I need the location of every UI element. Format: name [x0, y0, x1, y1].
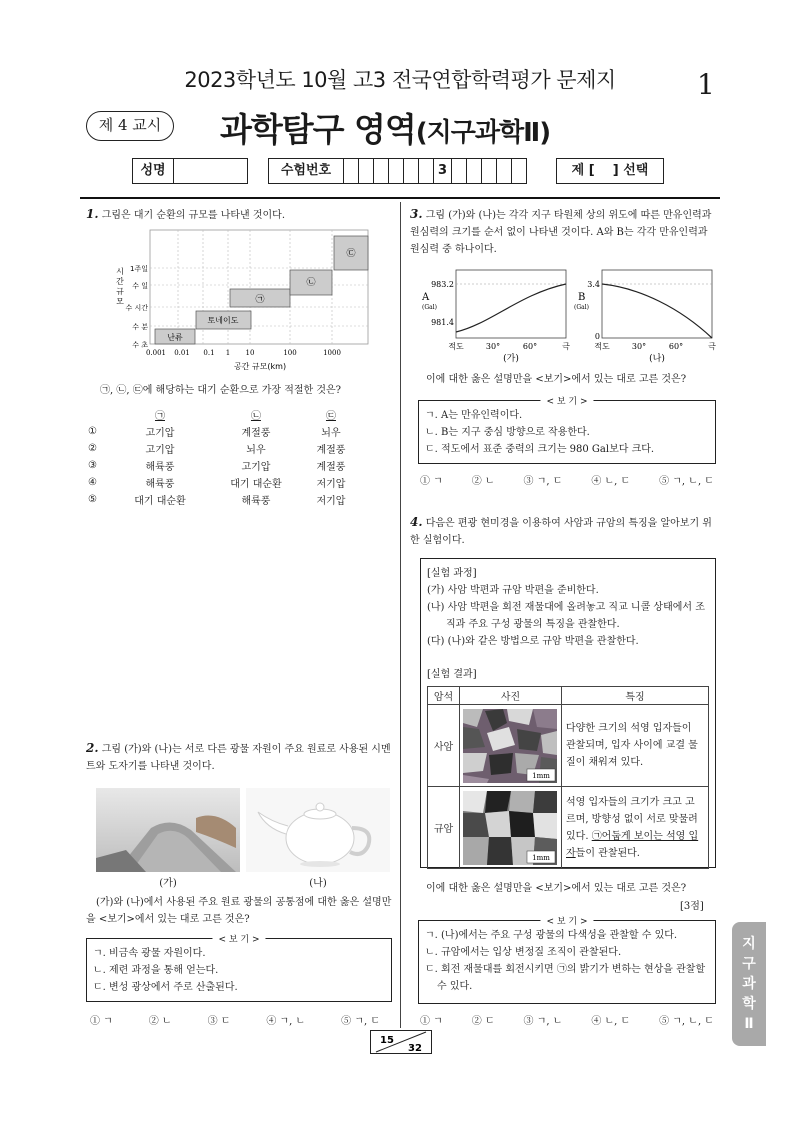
bogi-item: ㄱ. 비금속 광물 자원이다.	[93, 948, 206, 959]
points-label: [3점]	[680, 901, 704, 912]
digit-box[interactable]	[389, 158, 404, 184]
x-tick: 10	[245, 349, 255, 357]
q1-choice-table	[88, 406, 358, 508]
cell: 해륙풍	[145, 462, 175, 473]
name-label: 성명	[132, 158, 174, 184]
box-label: ㉠	[255, 295, 265, 305]
image-caption-a: (가)	[159, 878, 177, 889]
col-header: 사진	[460, 687, 562, 705]
graph-caption: (가)	[503, 354, 519, 364]
col-header: ㉠	[154, 411, 165, 422]
y-tick: 수 시간	[125, 304, 148, 312]
choice-num[interactable]: ①	[88, 426, 97, 437]
y-axis-title: 시	[116, 267, 124, 276]
process-title: [실험 과정]	[427, 568, 477, 579]
cell: 대기 대순환	[230, 479, 282, 490]
description-text: 석영 입자들의 크기가 크고 고르며, 방향성 없이 서로 맞물려 있다.	[566, 796, 698, 842]
exam-title: 2023학년도 10월 고3 전국연합학력평가 문제지	[184, 68, 616, 92]
bogi-item: ㄴ. B는 지구 중심 방향으로 작용한다.	[425, 427, 590, 438]
cell: 저기압	[316, 479, 346, 490]
question-3	[410, 206, 716, 258]
question-prompt: 이에 대한 옳은 설명만을 <보기>에서 있는 대로 고른 것은?	[426, 883, 687, 894]
bogi-item: ㄴ. 규암에서는 입상 변정질 조직이 관찰된다.	[425, 947, 622, 958]
x-tick: 1	[225, 349, 231, 357]
x-tick: 60°	[522, 342, 538, 351]
cell: 해륙풍	[145, 479, 175, 490]
x-tick: 100	[283, 349, 297, 357]
result-title: [실험 결과]	[427, 669, 477, 680]
exam-number-field[interactable]	[268, 158, 532, 184]
cell: 고기압	[145, 445, 175, 456]
cement-image	[96, 788, 240, 872]
question-3-prompt	[426, 371, 716, 388]
option[interactable]: ① ㄱ	[90, 1016, 113, 1027]
q4-options	[420, 1012, 714, 1027]
digit-box[interactable]	[374, 158, 389, 184]
quartzite-thin-section	[463, 791, 557, 865]
side-tab-label: 지구과학Ⅱ	[742, 936, 756, 1032]
unit-label: (Gal)	[422, 304, 437, 311]
x-tick: 30°	[631, 342, 647, 351]
rock-description	[562, 787, 709, 869]
question-1	[86, 206, 392, 224]
series-a-curve	[456, 284, 566, 332]
question-stem: 그림 (가)와 (나)는 각각 지구 타원체 상의 위도에 따른 만유인력과 원심력의 크기를 순서 없이 나타낸 것이다. A와 B는 각각 만유인력과 원심력 중 하나이다.	[410, 210, 712, 255]
digit-box[interactable]	[419, 158, 434, 184]
cell: 저기압	[316, 496, 346, 507]
choice-num[interactable]: ③	[88, 460, 97, 471]
cell: 해륙풍	[241, 496, 271, 507]
question-stem: 그림 (가)와 (나)는 서로 다른 광물 자원이 주요 원료로 사용된 시멘트와 도자기를 나타낸 것이다.	[86, 744, 391, 772]
page-total: 32	[408, 1043, 422, 1054]
series-label: A	[422, 292, 430, 303]
box-label: ㉢	[346, 249, 356, 259]
scale-label: 1mm	[532, 853, 550, 862]
teapot-image	[246, 788, 390, 872]
x-tick: 60°	[668, 342, 684, 351]
digit-box[interactable]	[467, 158, 482, 184]
question-1-prompt	[100, 382, 392, 399]
y-top: 983.2	[431, 280, 454, 289]
unit-label: (Gal)	[574, 304, 589, 311]
period-badge	[86, 111, 174, 141]
cell: 고기압	[241, 462, 271, 473]
col-header: 특징	[562, 687, 709, 705]
subject-side-tab	[732, 922, 766, 1046]
question-4	[410, 514, 716, 549]
sandstone-thin-section	[463, 709, 557, 783]
option[interactable]: ⑤ ㄱ, ㄴ, ㄷ	[659, 1016, 714, 1027]
q3-options	[420, 472, 714, 487]
name-blank[interactable]	[174, 158, 248, 184]
rock-description: 다양한 크기의 석영 입자들이 관찰되며, 입자 사이에 교결 물질이 채워져 있다.	[562, 705, 709, 787]
option[interactable]: ④ ㄱ, ㄴ	[266, 1016, 306, 1027]
x-tick: 극	[562, 342, 570, 351]
question-stem: 다음은 편광 현미경을 이용하여 사암과 규암의 특징을 알아보기 위한 실험이다.	[410, 518, 712, 546]
rock-photo	[460, 705, 562, 787]
graph-caption: (나)	[649, 354, 665, 364]
option[interactable]: ② ㄴ	[471, 476, 495, 487]
scale-label: 1mm	[532, 771, 550, 780]
y-bottom: 0	[594, 332, 600, 341]
question-number: 3.	[410, 207, 423, 221]
y-axis-title: 모	[116, 297, 124, 306]
x-tick: 0.1	[203, 349, 215, 357]
page-current: 15	[380, 1035, 394, 1046]
result-table	[427, 686, 709, 869]
option[interactable]: ④ ㄴ, ㄷ	[591, 476, 631, 487]
choice-row[interactable]	[88, 440, 358, 457]
page-number: 1	[697, 68, 715, 101]
digit-box[interactable]	[512, 158, 527, 184]
choice-num[interactable]: ⑤	[88, 494, 97, 505]
option[interactable]: ① ㄱ	[420, 476, 443, 487]
subject-sub: (지구과학Ⅱ)	[415, 118, 551, 148]
x-tick: 0.001	[145, 349, 167, 357]
page-indicator	[370, 1030, 432, 1054]
cell: 계절풍	[316, 462, 346, 473]
cell: 뇌우	[246, 445, 266, 456]
x-tick: 30°	[485, 342, 501, 351]
question-number: 1.	[86, 207, 99, 221]
cell: 고기압	[145, 428, 175, 439]
cell: 대기 대순환	[134, 496, 186, 507]
question-4-prompt	[426, 880, 716, 897]
y-bottom: 981.4	[431, 318, 454, 327]
x-tick: 0.01	[174, 349, 190, 357]
q2-bogi-box	[86, 935, 392, 1002]
option[interactable]: ② ㄴ	[148, 1016, 172, 1027]
choice-row[interactable]	[88, 457, 358, 474]
bogi-title: < 보 기 >	[540, 394, 593, 407]
marked-phrase: ㉠어둡게 보이는 석영 입자	[566, 830, 699, 859]
process-step: (다) (나)와 같은 방법으로 규암 박편을 관찰한다.	[427, 636, 639, 647]
column-divider	[400, 202, 401, 1028]
col-header: ㉡	[250, 411, 261, 422]
digit-box[interactable]	[344, 158, 359, 184]
y-top: 3.4	[587, 280, 600, 289]
digit-box[interactable]	[452, 158, 467, 184]
y-axis-title: 규	[116, 287, 124, 296]
cell: 뇌우	[321, 428, 341, 439]
choice-num[interactable]: ②	[88, 443, 97, 454]
rock-name: 사암	[428, 705, 460, 787]
process-step: (나) 사암 박편을 회전 재물대에 올려놓고 직교 니콜 상태에서 조직과 주요 구성 광물의 특징을 관찰한다.	[427, 602, 705, 630]
description-text: 들이 관찰된다.	[575, 847, 640, 859]
box-label: 토네이도	[207, 316, 239, 325]
question-prompt: ㉠, ㉡, ㉢에 해당하는 대기 순환으로 가장 적절한 것은?	[100, 385, 342, 396]
q2-options	[90, 1012, 380, 1027]
y-tick: 수 분	[132, 323, 148, 331]
rock-name: 규암	[428, 787, 460, 869]
scale-chart	[110, 226, 380, 378]
name-field[interactable]	[132, 158, 248, 184]
option[interactable]: ⑤ ㄱ, ㄴ, ㄷ	[659, 476, 714, 487]
choice-row[interactable]	[88, 491, 358, 508]
choice-field[interactable]: 제 [ ] 선택	[556, 158, 664, 184]
graph-a	[420, 264, 570, 364]
graph-b	[570, 264, 720, 364]
question-number: 4.	[410, 515, 423, 529]
subject-title	[220, 104, 550, 151]
option[interactable]: ③ ㄱ, ㄴ	[523, 1016, 563, 1027]
q4-bogi-box	[418, 917, 716, 1004]
process-step: (가) 사암 박편과 규암 박편을 준비한다.	[427, 585, 599, 596]
bogi-item: ㄷ. 적도에서 표준 중력의 크기는 980 Gal보다 크다.	[425, 444, 655, 455]
option[interactable]: ③ ㄱ, ㄷ	[523, 476, 563, 487]
bogi-item: ㄴ. 제련 과정을 통해 얻는다.	[93, 965, 219, 976]
option[interactable]: ② ㄷ	[471, 1016, 495, 1027]
box-label: 난류	[167, 333, 183, 342]
choice-row[interactable]	[88, 474, 358, 491]
x-tick: 적도	[594, 342, 610, 351]
x-tick: 극	[708, 342, 716, 351]
digit-box[interactable]	[482, 158, 497, 184]
option[interactable]: ① ㄱ	[420, 1016, 443, 1027]
digit-box[interactable]	[497, 158, 512, 184]
option[interactable]: ⑤ ㄱ, ㄷ	[341, 1016, 380, 1027]
digit-box[interactable]	[359, 158, 374, 184]
bogi-item: ㄱ. A는 만유인력이다.	[425, 410, 523, 421]
question-stem: 그림은 대기 순환의 규모를 나타낸 것이다.	[101, 210, 286, 221]
x-axis-title: 공간 규모(km)	[233, 362, 287, 371]
x-tick: 적도	[448, 342, 464, 351]
bogi-title: < 보 기 >	[540, 914, 593, 927]
y-axis-title: 간	[116, 277, 124, 286]
exam-number-label: 수험번호	[268, 158, 344, 184]
rock-photo	[460, 787, 562, 869]
question-number: 2.	[86, 741, 99, 755]
y-tick: 1주일	[130, 265, 148, 273]
x-tick: 1000	[323, 349, 341, 357]
box-label: ㉡	[306, 278, 316, 288]
bogi-title: < 보 기 >	[212, 932, 265, 945]
series-label: B	[578, 292, 586, 303]
period-text: 제 4 교시	[98, 116, 162, 134]
cell: 계절풍	[241, 428, 271, 439]
col-header: ㉢	[325, 411, 336, 422]
digit-box-fixed: 3	[434, 158, 452, 184]
q3-bogi-box	[418, 397, 716, 464]
col-header: 암석	[428, 687, 460, 705]
image-caption-b: (나)	[309, 878, 327, 889]
digit-box[interactable]	[404, 158, 419, 184]
choice-row[interactable]	[88, 423, 358, 440]
choice-num[interactable]: ④	[88, 477, 97, 488]
cell: 계절풍	[316, 445, 346, 456]
header-rule	[80, 197, 720, 199]
question-prompt: (가)와 (나)에서 사용된 주요 원료 광물의 공통점에 대한 옳은 설명만을 <보기>에서 있는 대로 고른 것은?	[86, 897, 392, 925]
option[interactable]: ③ ㄷ	[207, 1016, 231, 1027]
question-prompt: 이에 대한 옳은 설명만을 <보기>에서 있는 대로 고른 것은?	[426, 374, 687, 385]
question-2-prompt	[86, 894, 392, 928]
question-2	[86, 740, 392, 775]
option[interactable]: ④ ㄴ, ㄷ	[591, 1016, 631, 1027]
bogi-item: ㄱ. (나)에서는 주요 구성 광물의 다색성을 관찰할 수 있다.	[425, 930, 678, 941]
bogi-item: ㄷ. 변성 광상에서 주로 산출된다.	[93, 982, 238, 993]
subject-main: 과학탐구 영역	[220, 110, 416, 149]
bogi-item: ㄷ. 회전 재물대를 회전시키면 ㉠의 밝기가 변하는 현상을 관찰할 수 있다.	[425, 964, 706, 992]
y-tick: 수 일	[132, 282, 148, 290]
series-b-curve	[602, 284, 712, 338]
y-tick: 수 초	[132, 341, 148, 349]
